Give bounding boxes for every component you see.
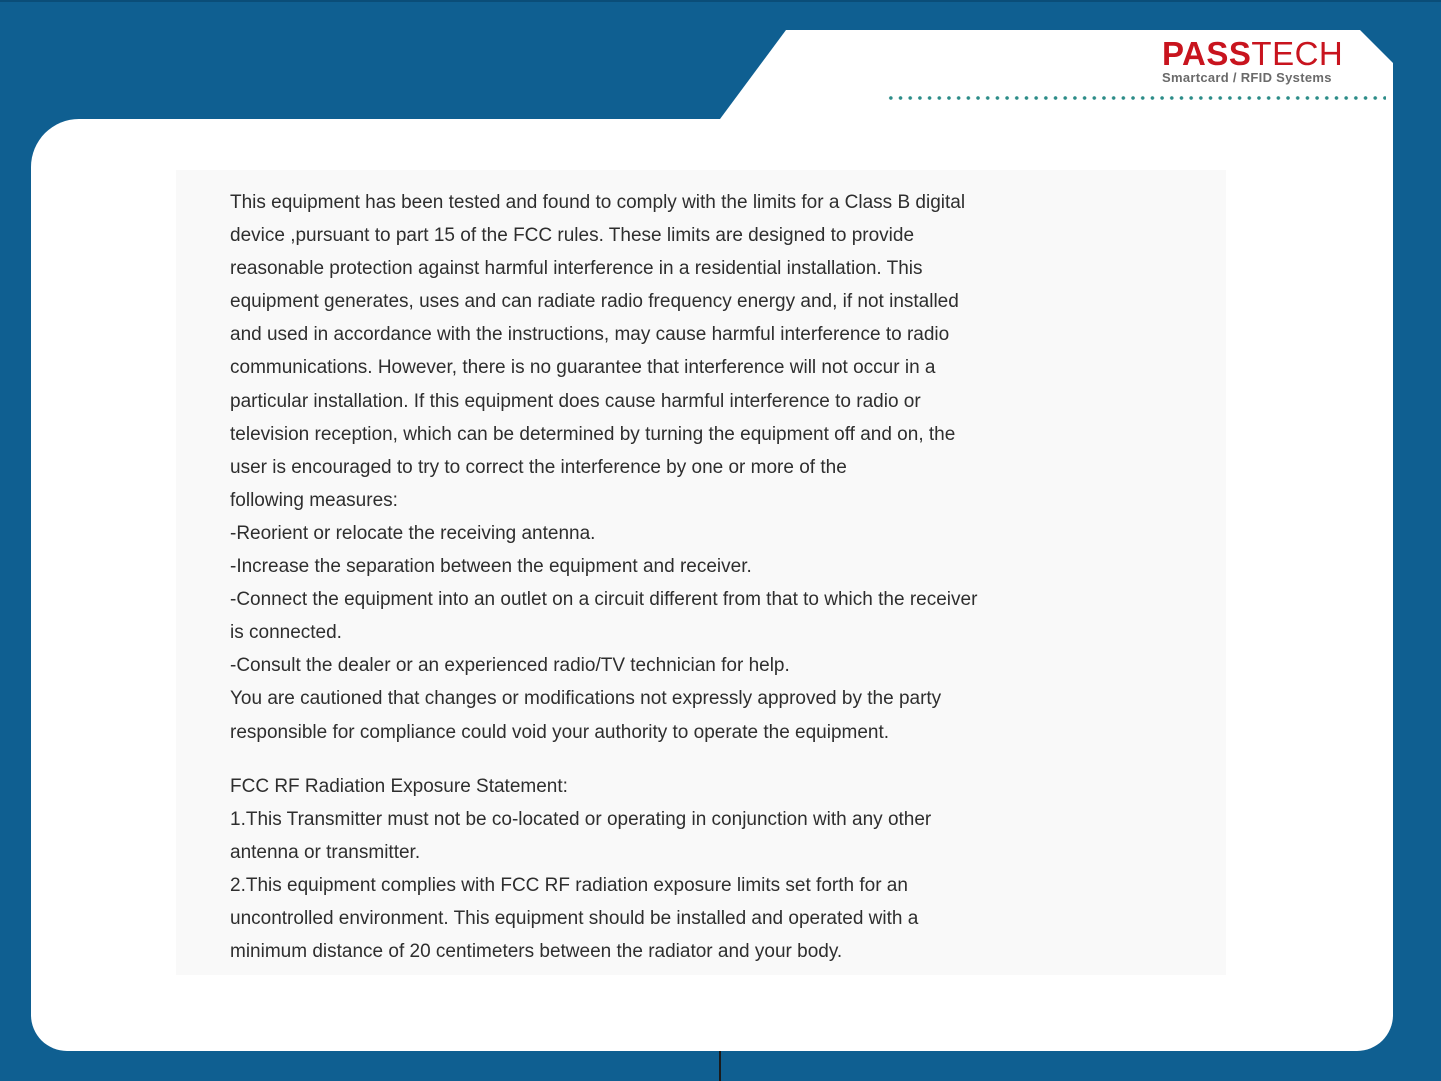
statement-line: equipment generates, uses and can radiate radio frequency energy and, if not installed (230, 291, 959, 313)
measure-item: is connected. (230, 622, 342, 644)
logo-wordmark (1162, 36, 1343, 72)
statement-line: following measures: (230, 489, 398, 511)
top-border (0, 0, 1441, 2)
rf-statement-line: minimum distance of 20 centimeters between the radiator and your body. (230, 941, 843, 963)
statement-line: user is encouraged to try to correct the interference by one or more of the (230, 456, 847, 478)
measure-item: -Reorient or relocate the receiving antenna. (230, 522, 596, 544)
rf-statement-line: uncontrolled environment. This equipment should be installed and operated with a (230, 907, 919, 929)
statement-line: television reception, which can be determined by turning the equipment off and on, the (230, 423, 956, 445)
logo-tagline: Smartcard / RFID Systems (1162, 70, 1332, 85)
statement-line: and used in accordance with the instructions, may cause harmful interference to radio (230, 324, 950, 346)
statement-line: This equipment has been tested and found to comply with the limits for a Class B digital (230, 192, 966, 213)
rf-statement-line: 2.This equipment complies with FCC RF radiation exposure limits set forth for an (230, 874, 908, 896)
fcc-statement-image (176, 170, 1226, 975)
statement-line: particular installation. If this equipment does cause harmful interference to radio or (230, 390, 921, 412)
caution-line: responsible for compliance could void your authority to operate the equipment. (230, 721, 890, 743)
rf-statement-line: 1.This Transmitter must not be co-located or operating in conjunction with any other (230, 808, 932, 830)
statement-line: reasonable protection against harmful interference in a residential installation. This (230, 258, 923, 280)
dotted-divider (886, 94, 1386, 102)
fcc-statement-text (230, 186, 1230, 968)
measure-item: -Connect the equipment into an outlet on a circuit different from that to which the receiver (230, 589, 978, 611)
section-gap (230, 749, 1230, 770)
rf-statement-line: antenna or transmitter. (230, 841, 421, 863)
passtech-logo (1162, 36, 1343, 85)
caution-line: You are cautioned that changes or modifications not expressly approved by the party (230, 688, 942, 710)
measure-item: -Consult the dealer or an experienced radio/TV technician for help. (230, 655, 790, 677)
logo-tech: TECH (1251, 35, 1344, 72)
statement-line: device ,pursuant to part 15 of the FCC rules. These limits are designed to provide (230, 225, 915, 247)
statement-line: communications. However, there is no guarantee that interference will not occur in a (230, 357, 936, 379)
logo-pass: PASS (1162, 35, 1252, 72)
rf-statement-heading: FCC RF Radiation Exposure Statement: (230, 775, 568, 797)
bottom-divider (719, 1051, 721, 1081)
measure-item: -Increase the separation between the equipment and receiver. (230, 556, 752, 578)
